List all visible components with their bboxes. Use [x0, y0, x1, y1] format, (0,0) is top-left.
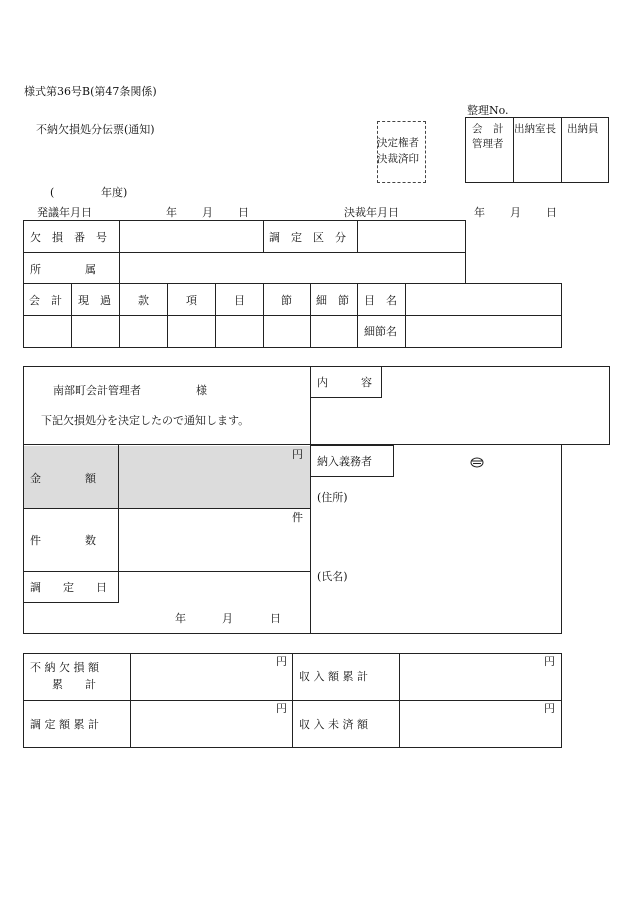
hatsugi-date-label: 発議年月日: [37, 206, 92, 219]
nounyu-gimusha-label: 納入義務者: [317, 455, 372, 468]
chotei-ruikei-yen: 円: [276, 702, 287, 715]
shunyu-ruikei-label: 収 入 額 累 計: [299, 670, 368, 683]
funou-kesson-label-2: 累 計: [52, 678, 96, 691]
kessai-day: 日: [546, 206, 557, 219]
kesson-bango-value[interactable]: [122, 223, 260, 249]
hatsugi-month: 月: [202, 206, 213, 219]
chotei-ruikei-value[interactable]: [134, 715, 288, 743]
approver-shitsucho: 出納室長: [514, 123, 556, 135]
kingaku-value[interactable]: [122, 462, 287, 502]
col-moku: 目: [234, 294, 245, 307]
kessai-year: 年: [474, 206, 485, 219]
form-title: 不納欠損処分伝票(通知): [36, 123, 155, 136]
shunyu-misai-value[interactable]: [403, 715, 557, 743]
naiyou-label: 内 容: [317, 376, 372, 389]
approver-kaikei-1: 会 計: [472, 123, 504, 135]
shunyu-ruikei-yen: 円: [544, 655, 555, 668]
saisetsumei-value[interactable]: [408, 318, 558, 344]
chotei-bi-month: 月: [222, 612, 233, 625]
shunyu-ruikei-value[interactable]: [403, 668, 557, 696]
col-kaikei: 会 計: [29, 294, 62, 307]
kensu-label: 件 数: [30, 534, 96, 547]
col-saisetsumei: 細節名: [364, 325, 397, 338]
shunyu-misai-label: 収 入 未 済 額: [299, 718, 368, 731]
jusho-value[interactable]: [360, 486, 556, 526]
col-mokumei: 目 名: [364, 294, 397, 307]
chotei-kubun-label: 調 定 区 分: [269, 231, 346, 244]
hatsugi-day: 日: [238, 206, 249, 219]
shozoku-label: 所 属: [30, 263, 96, 276]
col-genka: 現 過: [78, 294, 111, 307]
col-kan: 款: [138, 294, 149, 307]
kesson-bango-label: 欠 損 番 号: [30, 231, 107, 244]
kessai-month: 月: [510, 206, 521, 219]
fiscal-year-label: 年度): [101, 186, 128, 199]
shimei-value[interactable]: [360, 565, 556, 605]
col-kou: 項: [186, 294, 197, 307]
chotei-ruikei-label: 調 定 額 累 計: [30, 718, 99, 731]
notice-sama: 様: [196, 384, 207, 397]
fiscal-year-open: (: [50, 186, 55, 199]
hatsugi-year: 年: [166, 206, 177, 219]
mokumei-value[interactable]: [408, 286, 558, 312]
funou-kesson-yen: 円: [276, 655, 287, 668]
chotei-bi-year: 年: [175, 612, 186, 625]
stamp-line-2: 決裁済印: [377, 153, 419, 165]
funou-kesson-value[interactable]: [134, 668, 288, 696]
seal-mark-icon: [470, 457, 484, 470]
seiri-no-label: 整理No.: [467, 104, 509, 117]
notice-message: 下記欠損処分を決定したので通知します。: [41, 414, 250, 427]
funou-kesson-label-1: 不 納 欠 損 額: [30, 661, 99, 674]
kensu-value[interactable]: [122, 525, 287, 565]
stamp-line-1: 決定権者: [377, 137, 419, 149]
approver-kaikei-2: 管理者: [472, 138, 504, 150]
approval-stamp-box: [377, 121, 426, 183]
form-number: 様式第36号B(第47条関係): [24, 85, 157, 98]
chotei-bi-label: 調 定 日: [30, 581, 107, 594]
col-setsu: 節: [281, 294, 292, 307]
chotei-kubun-value[interactable]: [360, 223, 462, 249]
approver-suitoin: 出納員: [567, 123, 599, 135]
chotei-bi-day: 日: [270, 612, 281, 625]
kessai-date-label: 決裁年月日: [344, 206, 399, 219]
jusho-label: (住所): [317, 491, 348, 504]
kingaku-label: 金 額: [30, 472, 96, 485]
notice-addressee: 南部町会計管理者: [53, 384, 141, 397]
kingaku-yen: 円: [292, 448, 303, 461]
shozoku-value[interactable]: [122, 255, 462, 281]
shimei-label: (氏名): [317, 570, 348, 583]
kensu-unit: 件: [292, 511, 303, 524]
shunyu-misai-yen: 円: [544, 702, 555, 715]
col-saisetsu: 細 節: [316, 294, 349, 307]
